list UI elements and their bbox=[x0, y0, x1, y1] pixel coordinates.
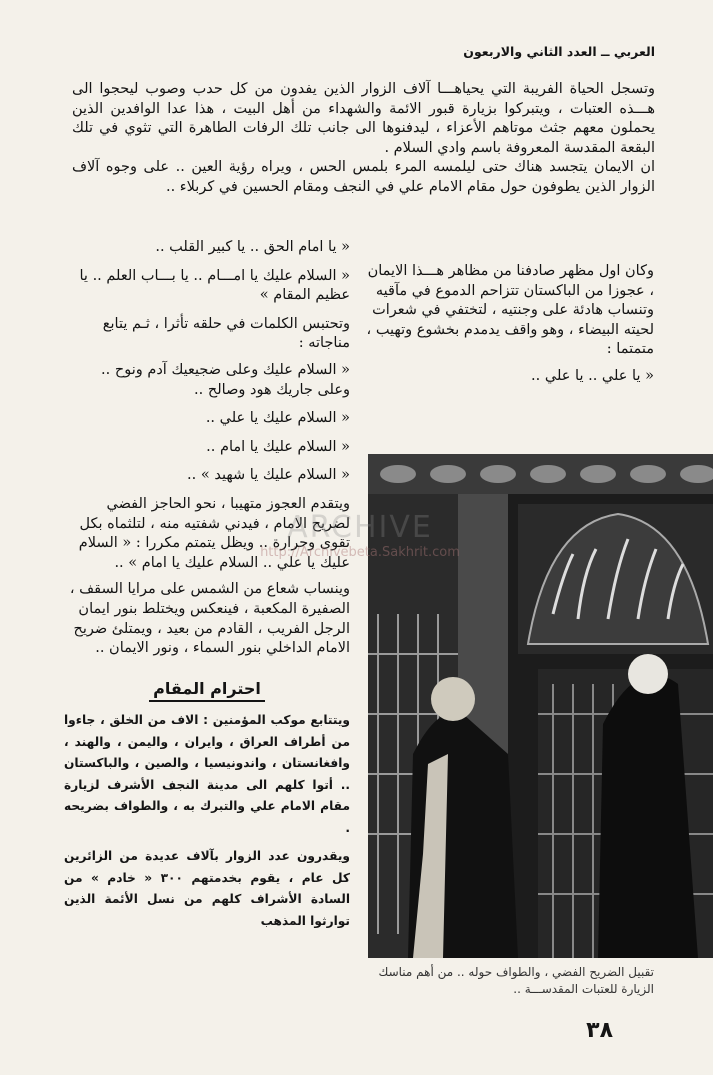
left-quote-1: « يا امام الحق .. يا كبير القلب .. bbox=[155, 239, 350, 255]
photo-caption: تقبيل الضريح الفضي ، والطواف حوله .. من أهم مناسك الزيارة للعتبات المقدســـة .. bbox=[378, 965, 654, 996]
left-paragraph-1: وتحتبس الكلمات في حلقه تأثرا ، ثـم يتابع مناجاته : bbox=[102, 315, 350, 352]
left-quote-5: « السلام عليك يا امام .. bbox=[206, 438, 350, 455]
right-paragraph-1: وكان اول مظهر صادفنا من مظاهر هـــذا الايمان ، عجوزا من الباكستان تتزاحم الدموع في مآقيه وتنساب هادئة على وجنتيه ، لتختفي في شعرات لحيته البيضاء ، وهو واقف يدمدم بخشوع وتهيب ، متمتما : bbox=[366, 263, 654, 358]
shrine-photo-image bbox=[368, 454, 713, 958]
page-header: العربي ــ العدد الثاني والاربعون bbox=[463, 44, 655, 59]
left-quote-6: « السلام عليك يا شهيد » .. bbox=[187, 467, 350, 484]
right-quote-1: « يا علي .. يا علي .. bbox=[531, 367, 654, 384]
right-column bbox=[366, 262, 654, 396]
left-quote-3: « السلام عليك وعلى ضجيعيك آدم ونوح .. وعلى جاريك هود وصالح .. bbox=[101, 361, 350, 398]
left-quote-4: « السلام عليك يا علي .. bbox=[205, 410, 350, 427]
left-paragraph-2: ويتقدم العجوز متهيبا ، نحو الحاجز الفضي لضريح الامام ، فيدني شفتيه منه ، لتلثماه بكل تقوى وحرارة .. ويظل يتمتم مكررا : « السلام عليك يا علي .. السلام عليك يا امام » .. bbox=[78, 495, 350, 571]
shrine-photo bbox=[368, 454, 713, 958]
page-number: ٣٨ bbox=[586, 1018, 613, 1043]
watermark-title: ARCHIVE bbox=[287, 510, 433, 545]
left-bold-paragraph-2: ويقدرون عدد الزوار بآلاف عديدة من الزائرين كل عام ، يقوم بخدمتهم ٣٠٠ « خادم » من السادة الأشراف كلهم من نسل الأئمة الذين توارثوا المذهب bbox=[64, 849, 350, 928]
left-quote-2: « السلام عليك يا امـــام .. يا بـــاب العلم .. يا عظيم المقام » bbox=[79, 267, 350, 304]
intro-text bbox=[72, 80, 655, 198]
watermark-url: http://Archivebeta.Sakhrit.com bbox=[260, 545, 460, 560]
section-title-text: احترام المقام bbox=[149, 679, 265, 702]
left-column bbox=[64, 238, 350, 939]
section-title bbox=[64, 679, 350, 699]
left-paragraph-3: وينساب شعاع من الشمس على مرايا السقف ، الصفيرة المكعبة ، فينعكس ويختلط بنور ايمان الرجل الفريب ، القادم من بعيد ، ويمتلئ ضريح الامام الداخلي بنور السماء ، ونور الايمان .. bbox=[69, 581, 350, 657]
intro-paragraph-2: ان الايمان يتجسد هناك حتى ليلمسه المرء بلمس الحس ، ويراه رؤية العين .. على وجوه آلاف الزوار الذين يطوفون حول مقام الامام علي في النجف ومقام الحسين في كربلاء .. bbox=[72, 159, 655, 195]
intro-paragraph-1: وتسجل الحياة الفريبة التي يحياهـــا آلاف الزوار الذين يفدون من كل حدب وصوب ليحجوا الى هـــذه العتبات ، ويتبركوا بزيارة قبور الائمة والشهداء من أهل البيت ، هذا عدا الوافدين الذين يحملون معهم جثث موتاهم الأعزاء ، ليدفنوها الى جانب تلك الرفات الطاهرة التي تثوي في تلك البقعة المقدسة المعروفة باسم وادي السلام . bbox=[72, 81, 655, 156]
left-bold-paragraph-1: ويتتابع موكب المؤمنين : الاف من الخلق ، جاءوا من أطراف العراق ، وايران ، واليمن ، والهند ، وافغانستان ، واندونيسيا ، والصين ، والباكستان .. أتوا كلهم الى مدينة النجف الأشرف لزيارة مقام الامام علي والتبرك به ، والطواف بضريحه . bbox=[64, 713, 350, 835]
